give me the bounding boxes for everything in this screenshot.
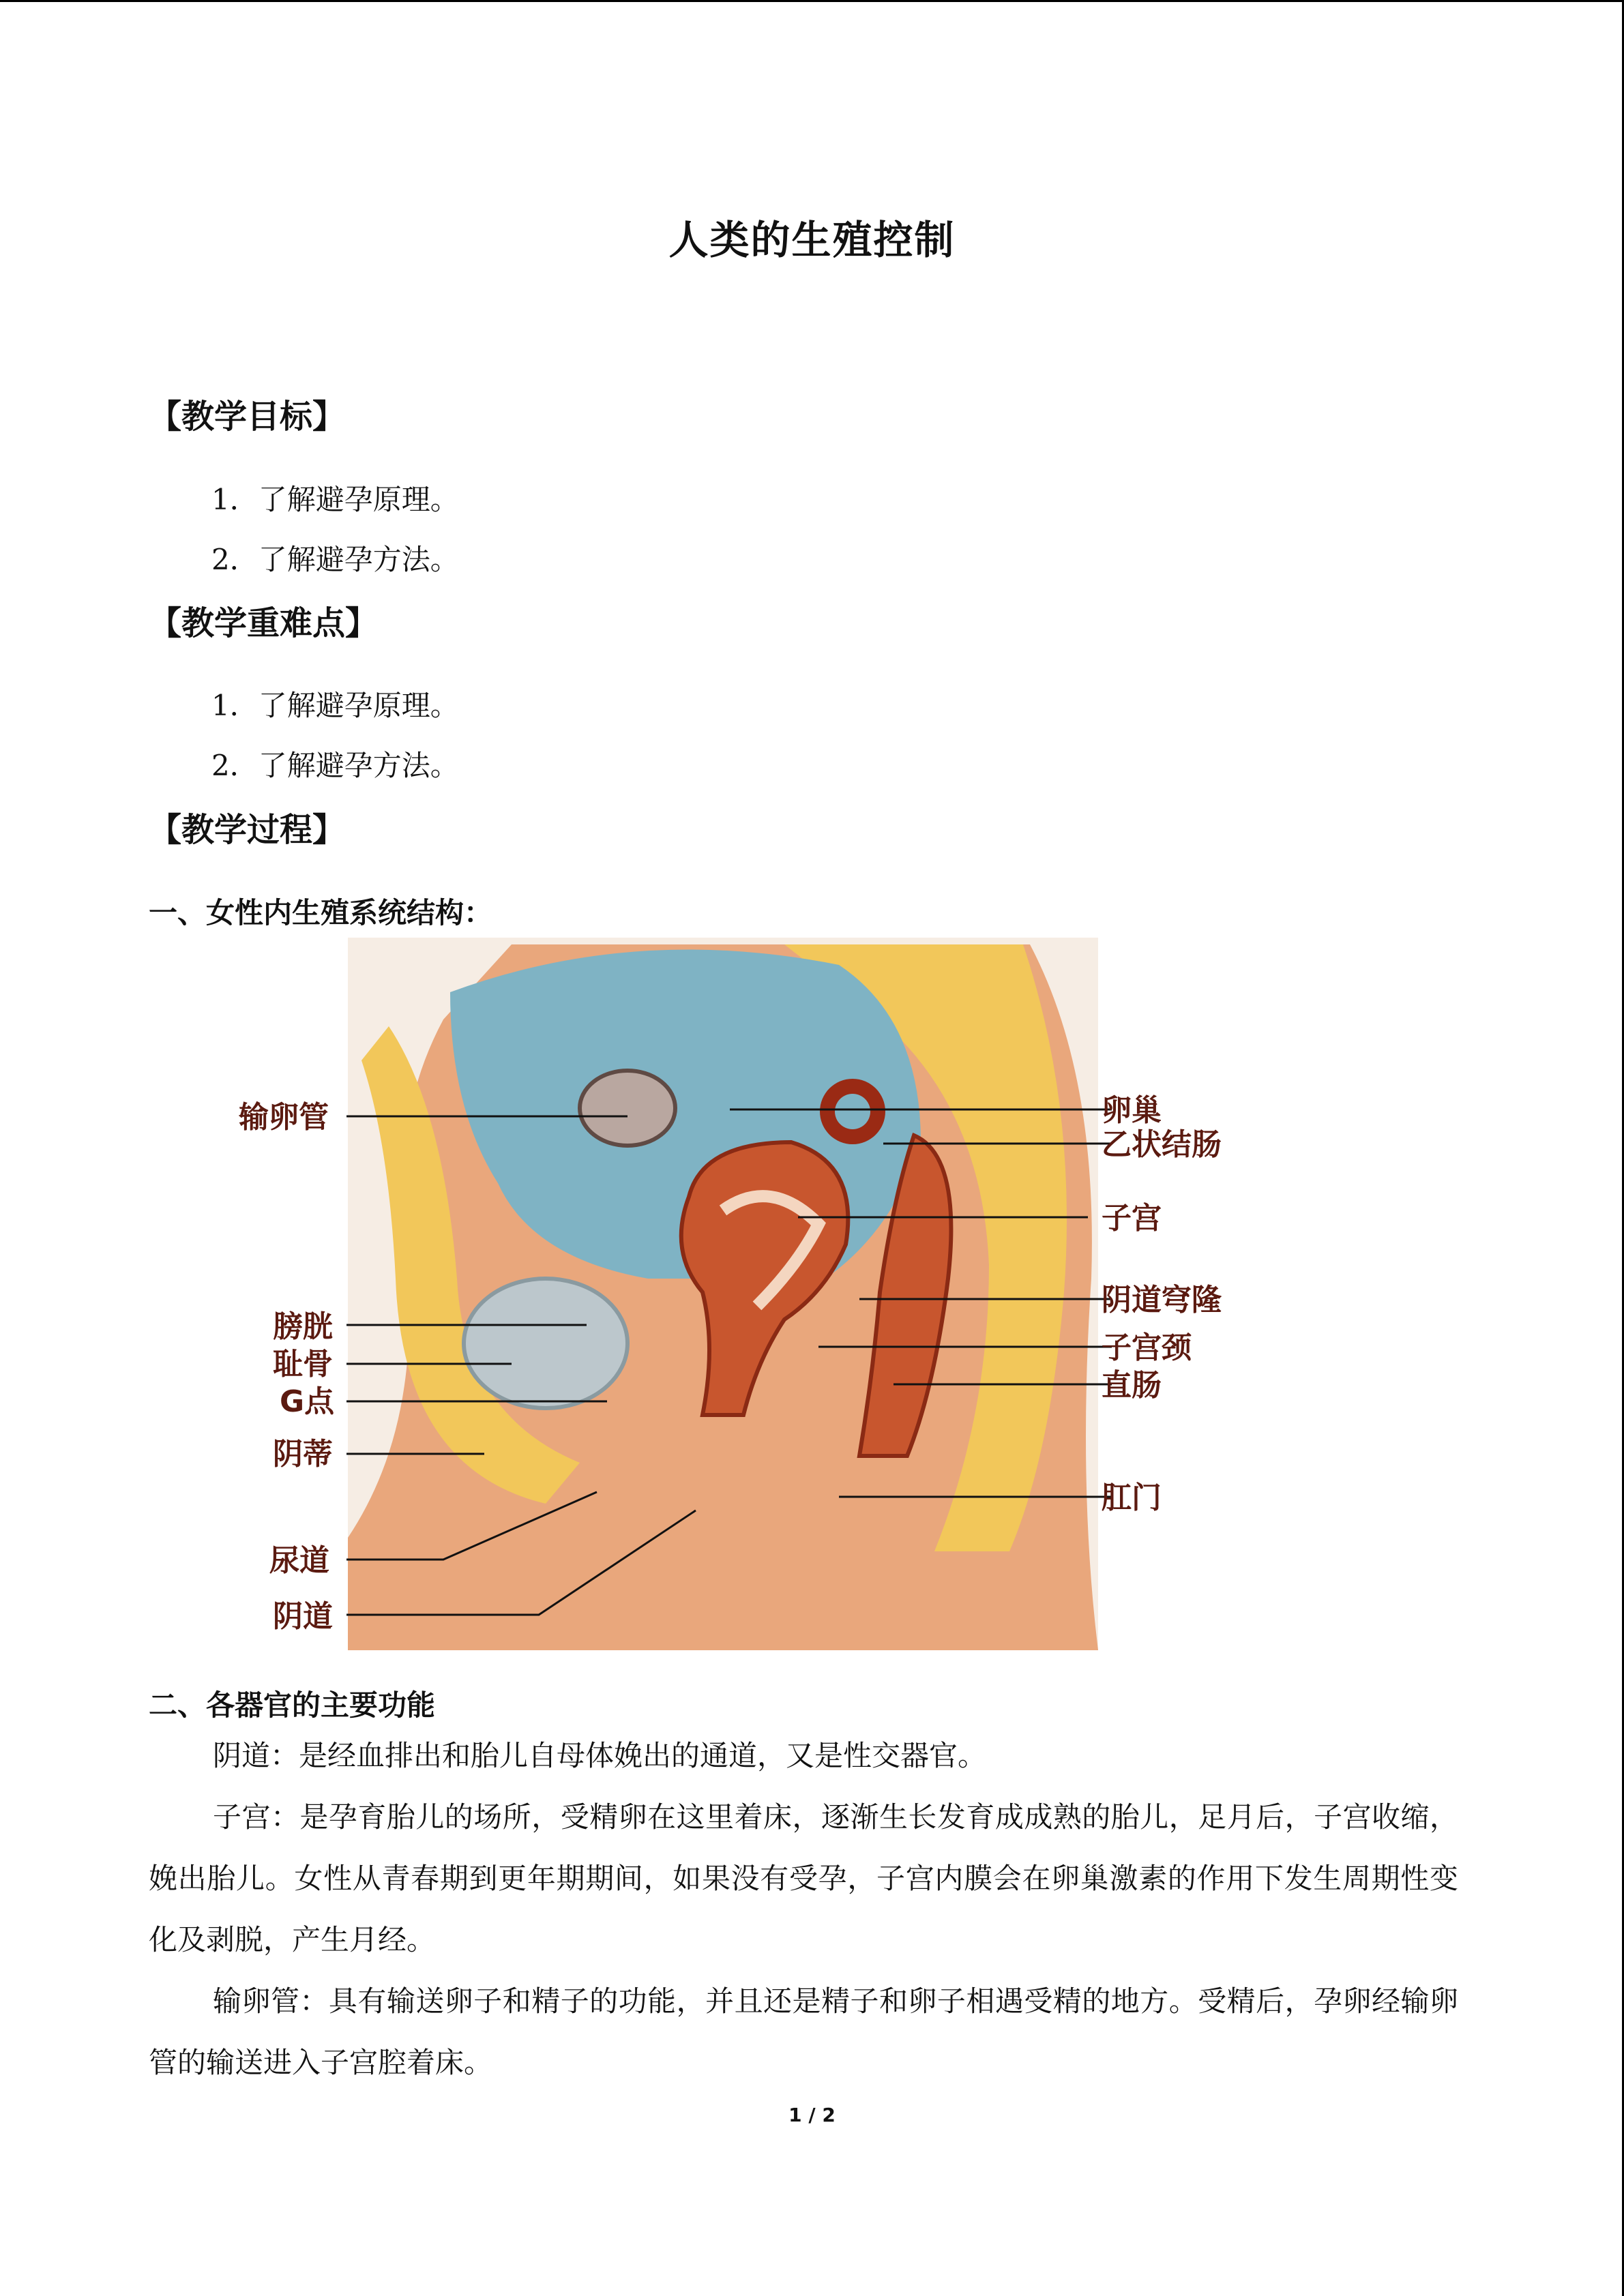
page-number: 1 / 2: [788, 2104, 836, 2126]
label-uterus: 子宫: [1102, 1201, 1162, 1236]
paragraph-vagina: 阴道：是经血排出和胎儿自母体娩出的通道，又是性交器官。: [213, 1739, 987, 1772]
paragraph-uterus: 子宫：是孕育胎儿的场所，受精卵在这里着床，逐渐生长发育成成熟的胎儿，足月后，子宫收缩，娩出胎儿。女性从青春期到更年期期间，如果没有受孕，子宫内膜会在卵巢激素的作用下发生周期性变化及剥脱，产生月经。: [149, 1800, 1458, 1956]
page-border-top: [0, 0, 1624, 2]
label-pubic-bone: 耻骨: [273, 1347, 333, 1382]
anatomy-figure: [225, 938, 1241, 1654]
part2-heading: 二、各器官的主要功能: [149, 1688, 436, 1722]
process-heading: 【教学过程】: [149, 811, 346, 849]
label-sigmoid-colon: 乙状结肠: [1102, 1127, 1222, 1162]
label-vagina: 阴道: [273, 1599, 333, 1634]
objectives-heading: 【教学目标】: [149, 398, 346, 436]
anatomy-diagram: [225, 938, 1241, 1654]
label-fallopian-tube: 输卵管: [239, 1100, 329, 1135]
label-bladder: 膀胱: [273, 1309, 333, 1344]
objective-item-1: 1．了解避孕原理。: [211, 483, 459, 516]
label-vaginal-fornix: 阴道穹隆: [1102, 1283, 1222, 1317]
label-anus: 肛门: [1102, 1480, 1162, 1515]
objective-item-2: 2．了解避孕方法。: [211, 543, 459, 576]
bladder-shape: [464, 1279, 628, 1408]
key-points-heading: 【教学重难点】: [149, 604, 379, 642]
page-title: 人类的生殖控制: [668, 217, 956, 263]
paragraph-fallopian-tube: 输卵管：具有输送卵子和精子的功能，并且还是精子和卵子相遇受精的地方。受精后，孕卵经输卵管的输送进入子宫腔着床。: [149, 1984, 1458, 2079]
label-g-spot: G点: [280, 1384, 335, 1419]
label-cervix: 子宫颈: [1102, 1330, 1192, 1365]
sigmoid-colon-lumen: [835, 1094, 870, 1129]
ovary-shape: [580, 1071, 675, 1146]
part1-heading: 一、女性内生殖系统结构：: [149, 896, 493, 929]
label-urethra: 尿道: [269, 1543, 329, 1578]
label-clitoris: 阴蒂: [273, 1437, 333, 1472]
key-point-item-1: 1．了解避孕原理。: [211, 689, 459, 722]
label-ovary: 卵巢: [1102, 1093, 1162, 1128]
key-point-item-2: 2．了解避孕方法。: [211, 749, 459, 782]
label-rectum: 直肠: [1102, 1368, 1162, 1403]
